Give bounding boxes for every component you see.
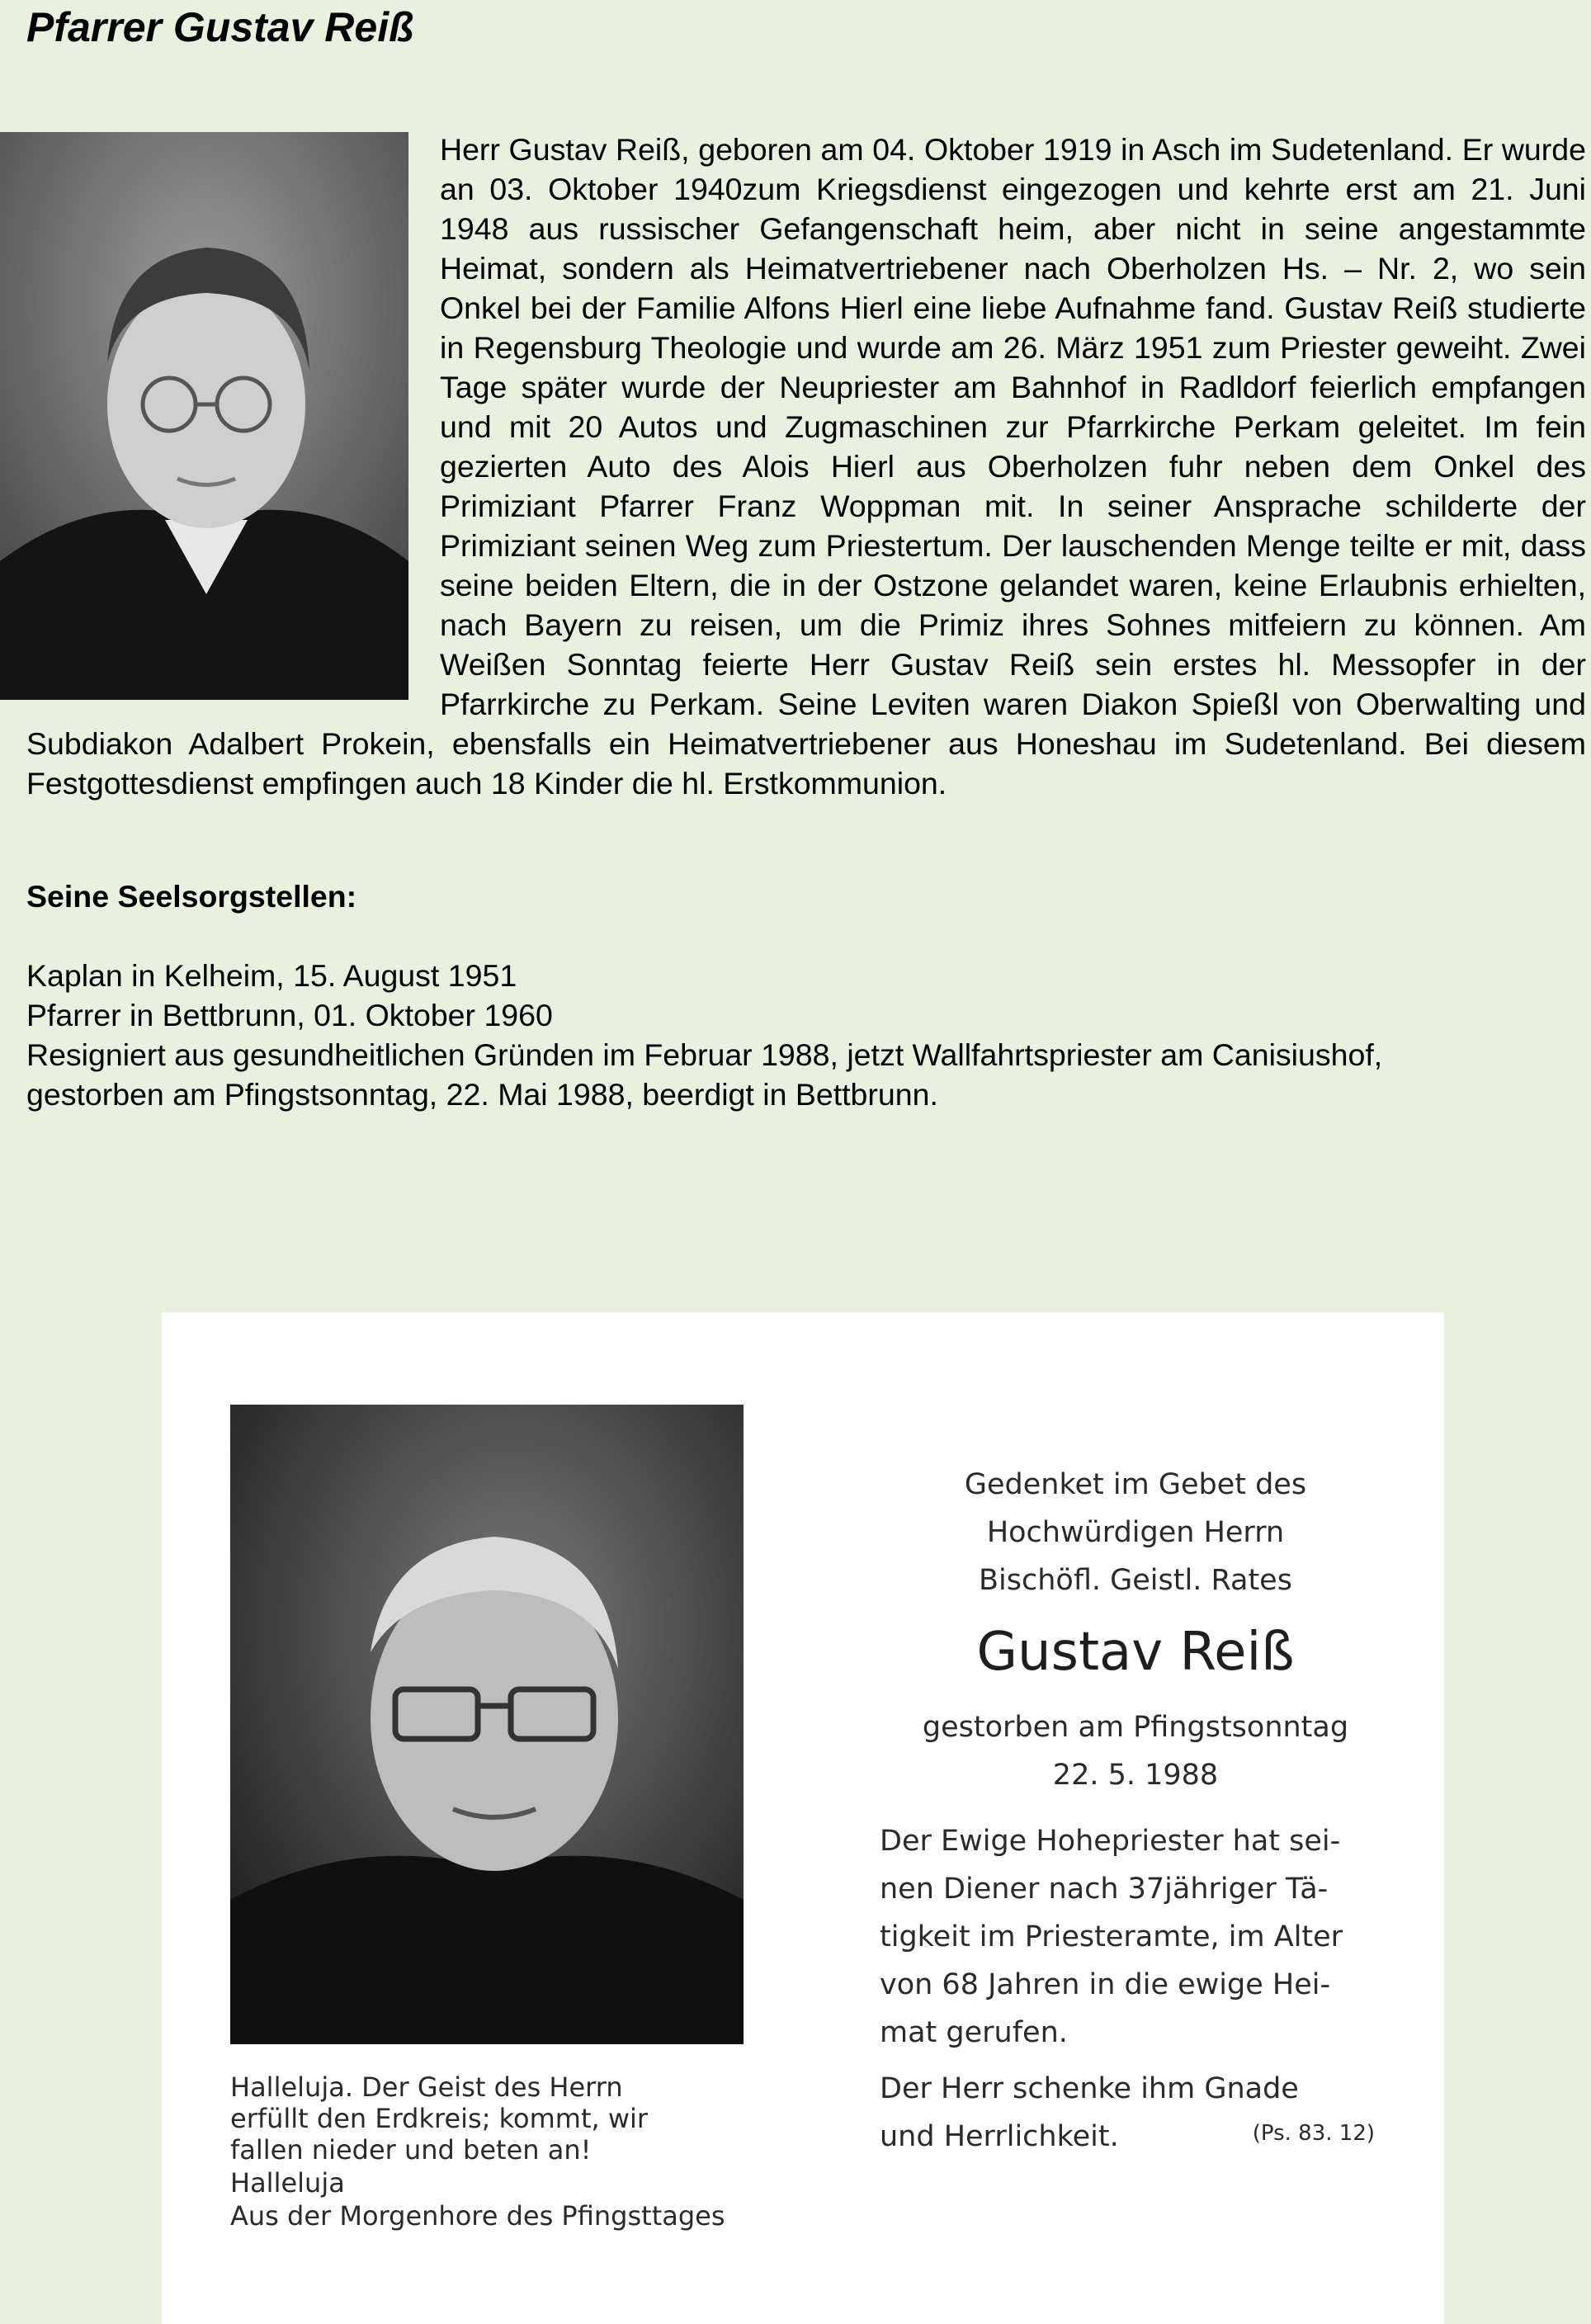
- portrait-photo-young: [0, 132, 408, 700]
- page-title: Pfarrer Gustav Reiß: [26, 4, 414, 50]
- memorial-text: [880, 1461, 1391, 2161]
- biography-text: Herr Gustav Reiß, geboren am 04. Oktober 1919 in Asch im Sudetenland. Er wurde an 03. Oktober 1940zum Kriegsdienst eingezogen und kehrte erst am 21. Juni 1948 aus russischer Gefangenschaft heim, aber nicht in seine angestammte Heimat, sondern als Heimatvertriebener nach Oberholzen Hs. – Nr. 2, wo sein Onkel bei der Familie Alfons Hierl eine liebe Aufnahme fand. Gustav Reiß studierte in Regensburg Theologie und wurde am 26. März 1951 zum Priester geweiht. Zwei Tage später wurde der Neupriester am Bahnhof in Radldorf feierlich empfangen und mit 20 Autos und Zugmaschinen zur Pfarrkirche Perkam geleitet. Im fein gezierten Auto des Alois Hierl aus Oberholzen fuhr neben dem Onkel des Primiziant Pfarrer Franz Woppman mit. In seiner Ansprache schilderte der Primiziant seinen Weg zum Priestertum. Der lauschenden Menge teilte er mit, dass seine beiden Eltern, die in der Ostzone gelandet waren, keine Erlaubnis erhielten, nach Bayern zu reisen, um die Primiz ihres Sohnes mitfeiern zu können. Am Weißen Sonntag feierte Herr Gustav Reiß sein erstes hl. Messopfer in der Pfarrkirche zu Perkam. Seine Leviten waren Diakon Spießl von Oberwalting und Subdiakon Adalbert Prokein, ebensfalls ein Heimatvertriebener aus Honeshau im Sudetenland. Bei diesem Festgottesdienst empfingen auch 18 Kinder die hl. Erstkommunion.: [26, 132, 1586, 801]
- post-item: Kaplan in Kelheim, 15. August 1951: [26, 958, 517, 993]
- verse-line: fallen nieder und beten an!: [230, 2134, 592, 2166]
- memorial-body-line: von 68 Jahren in die ewige Hei-: [880, 1968, 1331, 2001]
- memorial-intro-line: Hochwürdigen Herrn: [986, 1516, 1285, 1549]
- memorial-card: [162, 1312, 1444, 2324]
- memorial-death-date: 22. 5. 1988: [1052, 1759, 1219, 1792]
- verse-line: erfüllt den Erdkreis; kommt, wir: [230, 2103, 649, 2134]
- memorial-name: Gustav Reiß: [976, 1622, 1295, 1683]
- memorial-body-line: mat gerufen.: [880, 2016, 1068, 2049]
- verse-source: Aus der Morgenhore des Pfingsttages: [230, 2200, 725, 2232]
- verse-line: Halleluja: [230, 2167, 345, 2199]
- memorial-body-line: nen Diener nach 37jähriger Tä-: [880, 1873, 1329, 1906]
- portrait-illustration: [0, 132, 408, 700]
- memorial-intro-line: Gedenket im Gebet des: [964, 1468, 1307, 1501]
- posts-heading: Seine Seelsorgstellen:: [26, 879, 357, 914]
- card-verse: [230, 2071, 758, 2232]
- memorial-closing-line: und Herrlichkeit.: [880, 2120, 1119, 2153]
- post-item: Pfarrer in Bettbrunn, 01. Oktober 1960: [26, 998, 553, 1032]
- memorial-body: [880, 1817, 1375, 2057]
- memorial-closing: [880, 2065, 1375, 2161]
- memorial-intro-line: Bischöfl. Geistl. Rates: [979, 1564, 1292, 1597]
- biography-section: [0, 130, 1586, 803]
- pastoral-posts-section: [26, 876, 1578, 1114]
- memorial-body-line: Der Ewige Hohepriester hat sei-: [880, 1825, 1341, 1858]
- portrait-photo-old: [230, 1405, 744, 2044]
- post-item: gestorben am Pfingstsonntag, 22. Mai 1988, beerdigt in Bettbrunn.: [26, 1077, 938, 1112]
- portrait-illustration-old: [230, 1405, 744, 2044]
- psalm-reference: (Ps. 83. 12): [1252, 2121, 1375, 2146]
- memorial-death-line: gestorben am Pfingstsonntag: [922, 1711, 1349, 1744]
- verse-line: Halleluja. Der Geist des Herrn: [230, 2071, 623, 2103]
- memorial-closing-line: Der Herr schenke ihm Gnade: [880, 2072, 1299, 2105]
- post-item: Resigniert aus gesundheitlichen Gründen im Februar 1988, jetzt Wallfahrtspriester am Canisiushof,: [26, 1037, 1383, 1072]
- memorial-body-line: tigkeit im Priesteramte, im Alter: [880, 1920, 1343, 1953]
